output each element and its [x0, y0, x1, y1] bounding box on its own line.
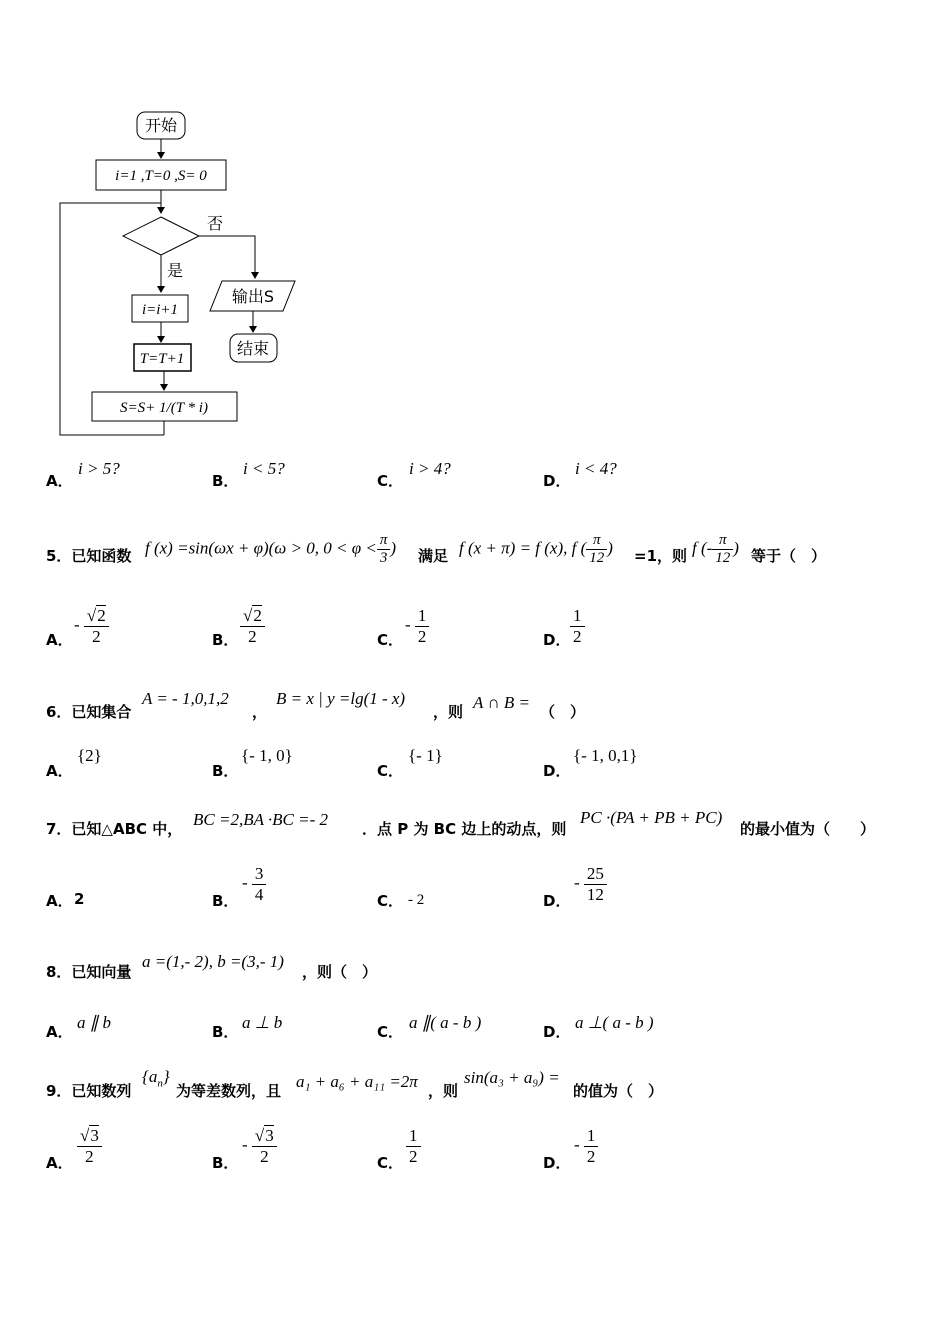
sign: -: [74, 614, 80, 634]
sqrt-sign: √: [86, 606, 97, 625]
q9-option-b[interactable]: B．: [212, 1154, 239, 1172]
frac-den: 2: [92, 626, 101, 646]
q7-option-a[interactable]: A．: [46, 892, 73, 910]
q8-option-a-text: a ∥ b: [77, 1013, 111, 1032]
q9-tail1: ，则: [428, 1082, 459, 1100]
q8-option-a[interactable]: A．: [46, 1023, 73, 1041]
frac-den: 3: [379, 550, 388, 567]
step1-label: i=i+1: [141, 302, 179, 318]
q5-option-a-value: [74, 606, 109, 646]
q6-comma: ，: [252, 703, 268, 721]
q7-option-b-value: [242, 864, 266, 904]
flowchart: [50, 105, 310, 445]
q9-condition: a₁ + a₆ + a₁₁ =2π: [296, 1072, 418, 1091]
q5-f1: f (x) =sin(ωx + φ)(ω > 0, 0 < φ <: [145, 538, 377, 558]
q6-option-b[interactable]: B．: [212, 762, 239, 780]
frac-num: 1: [415, 606, 430, 627]
q9-expression: sin(a₃ + a₉) =: [464, 1068, 560, 1087]
q5-option-b-value: [240, 606, 265, 646]
start-label: 开始: [144, 116, 178, 135]
q9-option-c-value: [406, 1126, 421, 1166]
frac-den: 2: [409, 1146, 418, 1166]
frac-den: 2: [586, 1146, 596, 1166]
seq-sub: n: [157, 1077, 163, 1090]
q6-option-b-text: {- 1, 0}: [241, 746, 293, 765]
q5-condition: [459, 532, 613, 568]
q6-stem-label: 6．已知集合: [46, 703, 132, 721]
q6-option-d[interactable]: D．: [543, 762, 571, 780]
q9-option-c[interactable]: C．: [377, 1154, 404, 1172]
q5-option-d-value: [570, 606, 585, 646]
sign: -: [574, 872, 580, 892]
q6-tail2: （ ）: [540, 703, 586, 721]
option-letter: B．: [212, 472, 239, 490]
q8-vectors: a =(1,- 2), b =(3,- 1): [142, 952, 284, 971]
q5-function: [145, 532, 396, 568]
frac-den: 2: [85, 1146, 94, 1166]
q5-close: ): [390, 538, 397, 558]
frac-num: 2: [97, 606, 106, 625]
frac-den: 2: [260, 1146, 269, 1166]
q7-condition: BC =2,BA ·BC =- 2: [193, 810, 329, 829]
q5-query: [692, 532, 739, 568]
q7-option-d-value: [574, 864, 607, 904]
q8-option-d[interactable]: D．: [543, 1023, 571, 1041]
q5-option-d[interactable]: D．: [543, 631, 571, 649]
q4-option-c[interactable]: [377, 470, 403, 491]
sqrt-sign: √: [254, 1126, 265, 1145]
q9-option-a[interactable]: A．: [46, 1154, 73, 1172]
q7-tail: 的最小值为（ ）: [740, 820, 876, 838]
frac-num: 1: [584, 1126, 599, 1147]
no-label: 否: [207, 214, 224, 233]
q6-option-a[interactable]: A．: [46, 762, 73, 780]
step3-label: S=S+ 1/(T * i): [120, 400, 208, 416]
q7-option-b[interactable]: B．: [212, 892, 239, 910]
q4-option-d-text: i < 4?: [575, 459, 617, 478]
q8-option-d-text: a ⊥( a - b ): [575, 1013, 654, 1032]
frac-den: 2: [248, 626, 257, 646]
q6-option-a-text: {2}: [77, 746, 102, 765]
q7-option-d[interactable]: D．: [543, 892, 571, 910]
q5-mid: 满足: [418, 547, 449, 565]
sign: -: [405, 614, 411, 634]
q5-f2close: ): [607, 538, 613, 558]
frac-den: 12: [586, 884, 604, 904]
step2-label: T=T+1: [139, 351, 185, 367]
q9-option-d-value: [574, 1126, 598, 1166]
q8-option-c[interactable]: C．: [377, 1023, 404, 1041]
q7-stem-label: 7．已知△ABC 中，: [46, 820, 183, 838]
q7-option-c[interactable]: C．: [377, 892, 404, 910]
q4-option-a[interactable]: [46, 470, 73, 491]
q5-f3: f (-: [692, 538, 713, 558]
q5-option-c-value: [405, 606, 429, 646]
sqrt-sign: √: [80, 1126, 90, 1145]
frac-num: 3: [265, 1126, 274, 1145]
frac-den: 2: [417, 626, 427, 646]
q5-option-b[interactable]: B．: [212, 631, 239, 649]
q8-tail: ，则（ ）: [302, 963, 378, 981]
q5-option-c[interactable]: C．: [377, 631, 404, 649]
option-letter: D．: [543, 472, 571, 490]
q7-option-c-text: - 2: [408, 892, 425, 908]
frac-num: π: [712, 532, 733, 550]
sign: -: [574, 1134, 580, 1154]
q5-tail: 等于（ ）: [751, 547, 827, 565]
frac-num: 1: [570, 606, 585, 627]
option-letter: A．: [46, 472, 73, 490]
q6-set-b: B = x | y =lg(1 - x): [276, 689, 406, 708]
q8-option-c-text: a ∥( a - b ): [409, 1013, 482, 1032]
q9-mid: 为等差数列，且: [176, 1082, 282, 1100]
q6-intersection: A ∩ B =: [473, 693, 530, 712]
q8-option-b[interactable]: B．: [212, 1023, 239, 1041]
q4-option-c-text: i > 4?: [409, 459, 451, 478]
q7-expression: PC ·(PA + PB + PC): [580, 808, 723, 827]
frac-num: π: [586, 532, 607, 550]
init-label: i=1 ,T=0 ,S= 0: [115, 168, 207, 184]
q8-option-b-text: a ⊥ b: [242, 1013, 283, 1032]
q7-mid: ．点 P 为 BC 边上的动点，则: [362, 820, 567, 838]
sign: -: [242, 1134, 248, 1154]
sqrt-sign: √: [243, 606, 253, 625]
frac-num: 25: [584, 864, 607, 885]
q4-option-b[interactable]: [212, 470, 238, 491]
frac-den: 12: [715, 550, 731, 567]
q6-tail1: ，则: [433, 703, 464, 721]
condition-diamond: [123, 217, 199, 255]
frac-num: 3: [252, 864, 267, 885]
frac-num: 2: [253, 606, 262, 625]
q4-option-d[interactable]: [543, 470, 570, 491]
frac-num: π: [377, 532, 391, 550]
seq-symbol: a: [148, 1067, 158, 1086]
frac-num: 1: [406, 1126, 421, 1147]
q6-option-d-text: {- 1, 0,1}: [573, 746, 638, 765]
option-letter: C．: [377, 472, 404, 490]
q4-option-b-text: i < 5?: [243, 459, 285, 478]
frac-den: 2: [573, 626, 582, 646]
q4-option-a-text: i > 5?: [78, 459, 120, 478]
q5-f2: f (x + π) = f (x), f (: [459, 538, 587, 558]
q5-option-a[interactable]: A．: [46, 631, 73, 649]
frac-den: 12: [589, 550, 605, 567]
q6-option-c[interactable]: C．: [377, 762, 404, 780]
yes-label: 是: [167, 261, 184, 280]
output-label: 输出S: [231, 287, 275, 306]
q7-option-a-text: 2: [74, 890, 85, 908]
q9-option-b-value: [242, 1126, 277, 1166]
q9-option-d[interactable]: D．: [543, 1154, 571, 1172]
frac-den: 4: [254, 884, 264, 904]
q9-tail2: 的值为（ ）: [573, 1082, 664, 1100]
q9-sequence: $\{a_n\}$: [142, 1067, 170, 1090]
q6-option-c-text: {- 1}: [408, 746, 443, 765]
end-label: 结束: [236, 339, 270, 358]
q5-f3close: ): [733, 538, 739, 558]
sign: -: [242, 872, 248, 892]
q9-stem-label: 9．已知数列: [46, 1082, 132, 1100]
q6-set-a: A = - 1,0,1,2: [142, 689, 229, 708]
frac-num: 3: [90, 1126, 99, 1145]
q5-stem-label: 5．已知函数: [46, 547, 132, 565]
q5-eq1: =1，则: [634, 547, 688, 565]
q9-option-a-value: [77, 1126, 102, 1166]
q8-stem-label: 8．已知向量: [46, 963, 132, 981]
